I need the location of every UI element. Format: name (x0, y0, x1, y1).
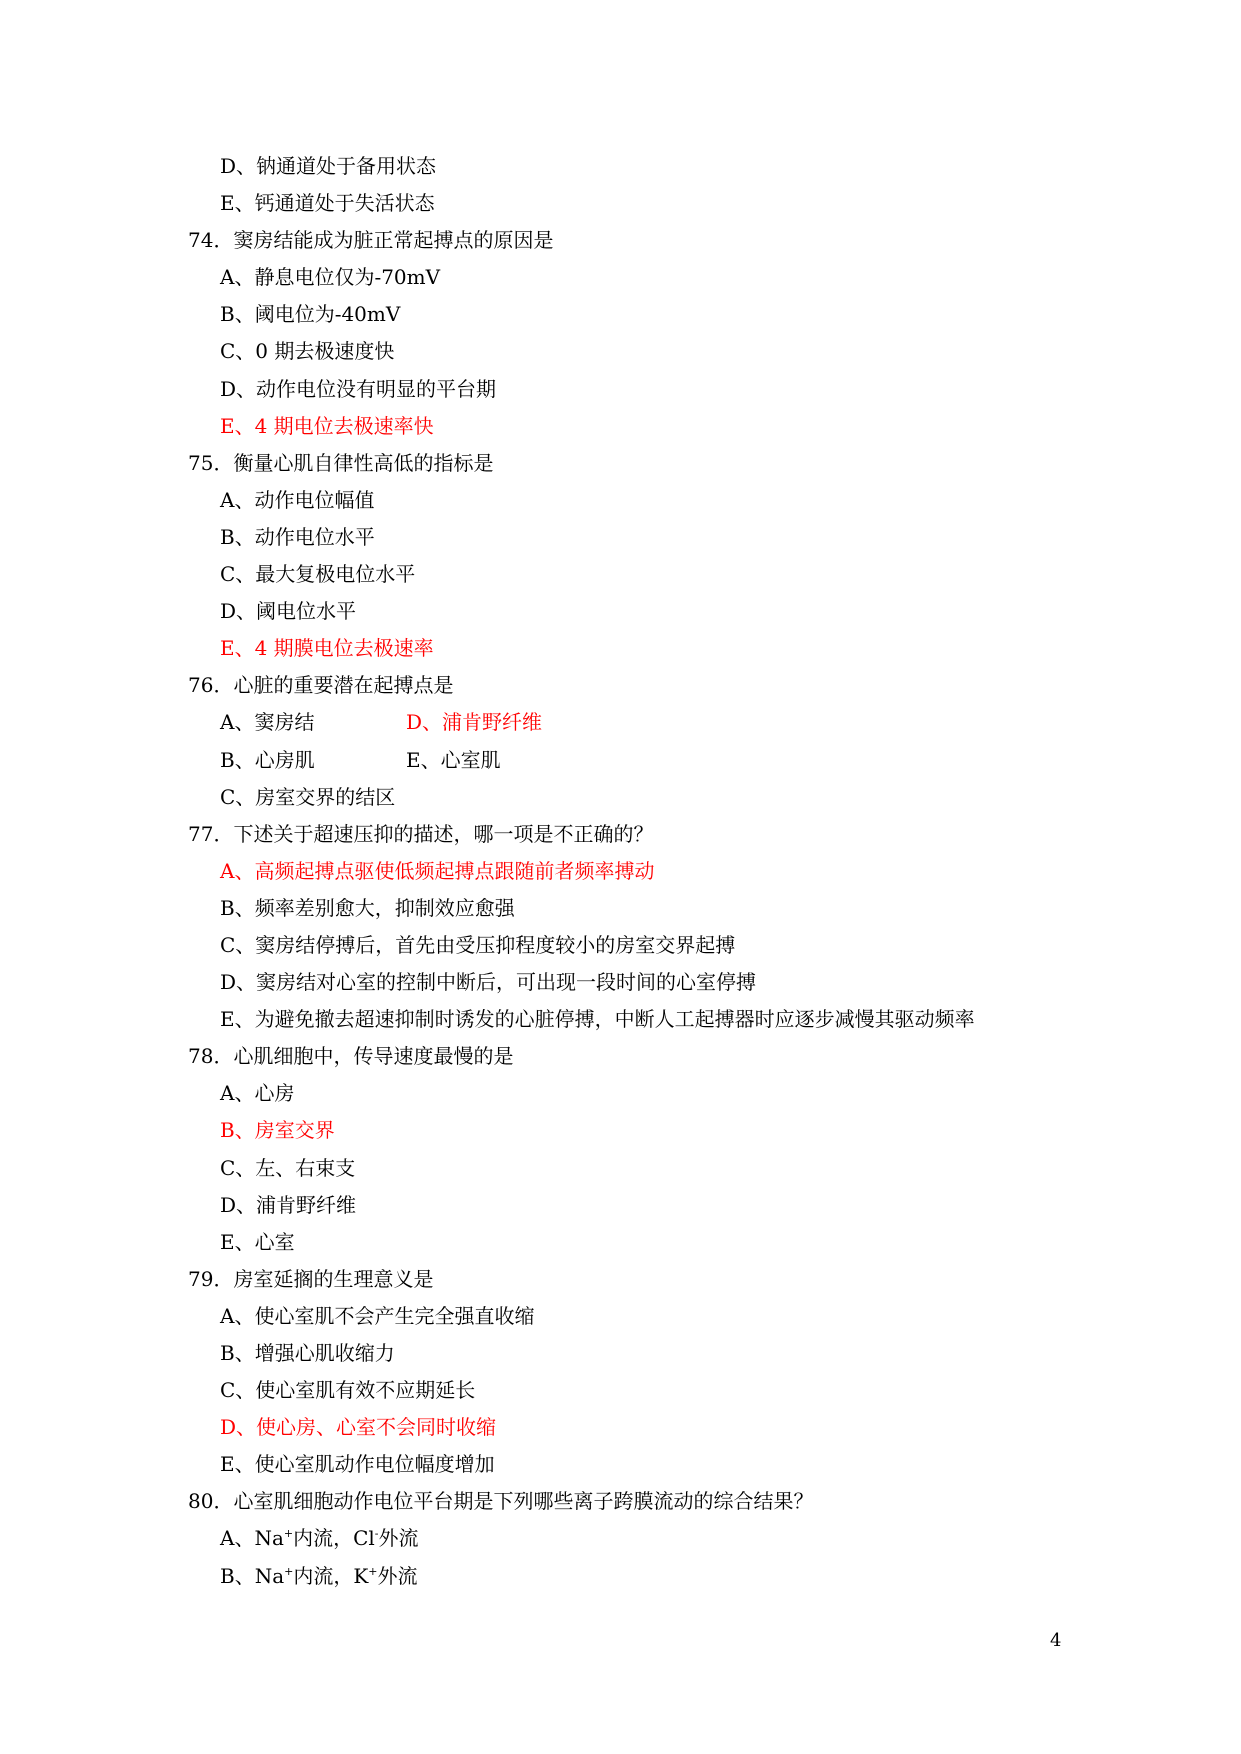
option: C、使心室肌有效不应期延长 (220, 1378, 476, 1403)
answer-option: D、使心房、心室不会同时收缩 (220, 1415, 497, 1440)
question-stem: 78．心肌细胞中，传导速度最慢的是 (188, 1044, 514, 1069)
question-stem: 79．房室延搁的生理意义是 (188, 1266, 434, 1291)
question-stem: 76．心脏的重要潜在起搏点是 (188, 673, 454, 698)
option: A、Na+内流，Cl-外流 (220, 1526, 419, 1551)
option: E、使心室肌动作电位幅度增加 (220, 1452, 495, 1477)
option: D、钠通道处于备用状态 (220, 154, 437, 178)
option: A、窦房结 (220, 710, 315, 735)
question-stem: 75．衡量心肌自律性高低的指标是 (188, 450, 494, 475)
answer-option: A、高频起搏点驱使低频起搏点跟随前者频率搏动 (220, 858, 655, 883)
option: B、心房肌 (220, 747, 315, 772)
option: C、左、右束支 (220, 1155, 356, 1180)
option: E、钙通道处于失活状态 (220, 191, 435, 216)
question-stem: 80．心室肌细胞动作电位平台期是下列哪些离子跨膜流动的综合结果？ (188, 1489, 814, 1514)
option: D、窦房结对心室的控制中断后，可出现一段时间的心室停搏 (220, 970, 757, 995)
option: A、使心室肌不会产生完全强直收缩 (220, 1303, 535, 1328)
page-number: 4 (1050, 1630, 1062, 1651)
option: B、动作电位水平 (220, 524, 375, 549)
question-list (188, 148, 1088, 1595)
answer-option: E、4 期电位去极速率快 (220, 413, 434, 438)
option: D、动作电位没有明显的平台期 (220, 376, 497, 401)
option: B、Na+内流，K+外流 (220, 1563, 418, 1588)
option: E、心室肌 (406, 747, 501, 772)
answer-option: E、4 期膜电位去极速率 (220, 636, 434, 661)
option: C、窦房结停搏后，首先由受压抑程度较小的房室交界起搏 (220, 932, 736, 957)
option: C、0 期去极速度快 (220, 339, 395, 364)
option: E、心室 (220, 1229, 295, 1254)
option: D、浦肯野纤维 (220, 1192, 357, 1217)
option: A、静息电位仅为-70mV (220, 265, 441, 290)
option: A、心房 (220, 1081, 295, 1106)
question-stem: 74．窦房结能成为脏正常起搏点的原因是 (188, 228, 554, 253)
option-row (188, 742, 1088, 779)
question-stem: 77．下述关于超速压抑的描述，哪一项是不正确的？ (188, 821, 654, 846)
option: B、频率差别愈大，抑制效应愈强 (220, 895, 515, 920)
option: A、动作电位幅值 (220, 487, 375, 512)
option: C、房室交界的结区 (220, 784, 396, 809)
option: B、阈电位为-40mV (220, 302, 401, 327)
option: E、为避免撤去超速抑制时诱发的心脏停搏，中断人工起搏器时应逐步减慢其驱动频率 (220, 1007, 975, 1032)
option-row (188, 704, 1088, 741)
option: D、阈电位水平 (220, 599, 357, 624)
option: B、增强心肌收缩力 (220, 1341, 395, 1365)
answer-option: D、浦肯野纤维 (406, 710, 543, 735)
answer-option: B、房室交界 (220, 1118, 335, 1143)
option: C、最大复极电位水平 (220, 562, 416, 587)
